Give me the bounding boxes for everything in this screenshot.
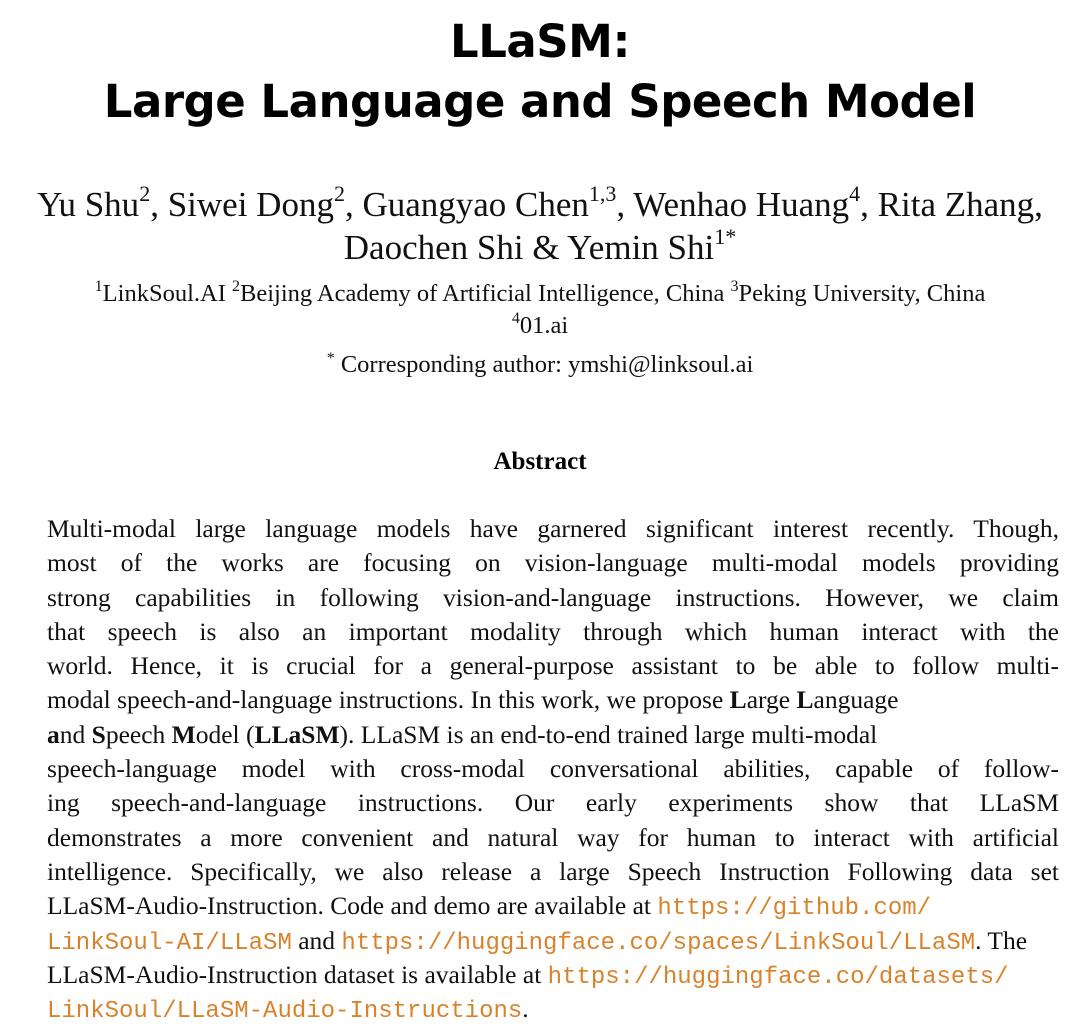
abstract-line: Multi-modal large language models have garnered significant interest recently. Though, <box>47 514 1059 543</box>
abstract-line <box>47 958 1059 992</box>
abstract-line: that speech is also an important modality through which human interact with the <box>47 616 1059 646</box>
author-affil-mark: 2 <box>333 181 345 207</box>
abstract-line <box>47 924 1059 958</box>
corresponding-mark: * <box>326 349 335 367</box>
abstract-text: odel ( <box>195 719 255 749</box>
abstract-line <box>47 992 1059 1026</box>
abstract-line: ing speech-and-language instructions. Our early experiments show that LLaSM <box>47 788 1059 818</box>
abstract-heading: Abstract <box>493 448 587 475</box>
abstract-line: most of the works are focusing on vision-language multi-modal models providing <box>47 548 1059 578</box>
affiliation-line-2 <box>0 310 1080 342</box>
author-separator: , <box>616 185 634 224</box>
paper-title <box>0 12 1080 132</box>
author-separator: & <box>523 228 568 267</box>
abstract-line: strong capabilities in following vision-and-language instructions. However, we claim <box>47 582 1059 612</box>
acronym-letter: L <box>729 685 747 715</box>
huggingface-dataset-link-continued[interactable]: LinkSoul/LLaSM-Audio-Instructions <box>47 998 523 1026</box>
github-link-continued[interactable]: LinkSoul-AI/LLaSM <box>47 929 292 957</box>
acronym-letter: S <box>91 719 106 749</box>
affiliation-mark: 1 <box>94 277 103 295</box>
author-name: Guangyao Chen <box>362 185 589 224</box>
author-separator: , <box>1034 185 1043 224</box>
affiliation-mark: 4 <box>511 309 520 327</box>
paper-title-line1: LLaSM: <box>450 15 630 68</box>
author-name: Rita Zhang <box>877 185 1035 224</box>
abstract-text: arge <box>746 685 797 715</box>
affiliation-mark: 3 <box>730 277 739 295</box>
abstract-text: peech <box>105 719 172 749</box>
author-name: Yemin Shi <box>567 228 715 267</box>
affiliation-line-1 <box>0 278 1080 310</box>
acronym-letter: a <box>47 719 60 749</box>
github-link[interactable]: https://github.com/ <box>657 895 932 923</box>
abstract-line <box>47 889 1059 923</box>
author-name: Wenhao Huang <box>633 185 850 224</box>
corresponding-author-note <box>0 349 1080 381</box>
huggingface-space-link[interactable]: https://huggingface.co/spaces/LinkSoul/LLaSM <box>341 929 976 957</box>
abstract-text: nd <box>59 719 92 749</box>
author-affil-mark: 1* <box>714 224 737 250</box>
abstract-text: . <box>522 994 529 1024</box>
affiliation-mark: 2 <box>231 277 240 295</box>
author-affil-mark: 1,3 <box>588 181 617 207</box>
author-name: Daochen Shi <box>343 228 524 267</box>
abstract-line <box>47 718 1059 752</box>
affiliation-name: 01.ai <box>519 312 569 339</box>
huggingface-dataset-link[interactable]: https://huggingface.co/datasets/ <box>547 963 1009 991</box>
abstract-text: anguage <box>813 685 899 715</box>
abstract-text: and <box>291 925 342 955</box>
abstract-text: LLaSM-Audio-Instruction. Code and demo are available at <box>47 891 658 921</box>
author-separator: , <box>344 185 363 224</box>
affiliation-list <box>0 278 1080 342</box>
author-affil-mark: 2 <box>139 181 151 207</box>
abstract-text: . The <box>975 925 1028 955</box>
author-separator: , <box>150 185 168 224</box>
acronym-bold: LLaSM <box>254 719 340 749</box>
paper-title-line2: Large Language and Speech Model <box>103 75 977 128</box>
abstract-line: intelligence. Specifically, we also release a large Speech Instruction Following data set <box>47 856 1059 886</box>
abstract-text: modal speech-and-language instructions. In this work, we propose <box>47 685 730 715</box>
abstract-line <box>47 683 1059 717</box>
author-separator: , <box>860 185 878 224</box>
author-name: Yu Shu <box>37 185 140 224</box>
author-name: Siwei Dong <box>167 185 334 224</box>
affiliation-name: Beijing Academy of Artificial Intelligence, China <box>239 280 725 307</box>
corresponding-author-text: Corresponding author: ymshi@linksoul.ai <box>340 351 754 378</box>
acronym-letter: L <box>796 685 814 715</box>
author-affil-mark: 4 <box>849 181 861 207</box>
abstract-line: speech-language model with cross-modal conversational abilities, capable of follow- <box>47 754 1059 784</box>
abstract-text: LLaSM-Audio-Instruction dataset is available at <box>47 959 548 989</box>
abstract-line: demonstrates a more convenient and natural way for human to interact with artificial <box>47 822 1059 852</box>
abstract-body <box>47 512 1059 1026</box>
author-list <box>20 183 1060 269</box>
affiliation-name: Peking University, China <box>738 280 986 307</box>
abstract-text: ). LLaSM is an end-to-end trained large multi-modal <box>339 719 878 749</box>
acronym-letter: M <box>171 719 196 749</box>
affiliation-name: LinkSoul.AI <box>102 280 226 307</box>
abstract-line: world. Hence, it is crucial for a general-purpose assistant to be able to follow multi- <box>47 651 1059 681</box>
